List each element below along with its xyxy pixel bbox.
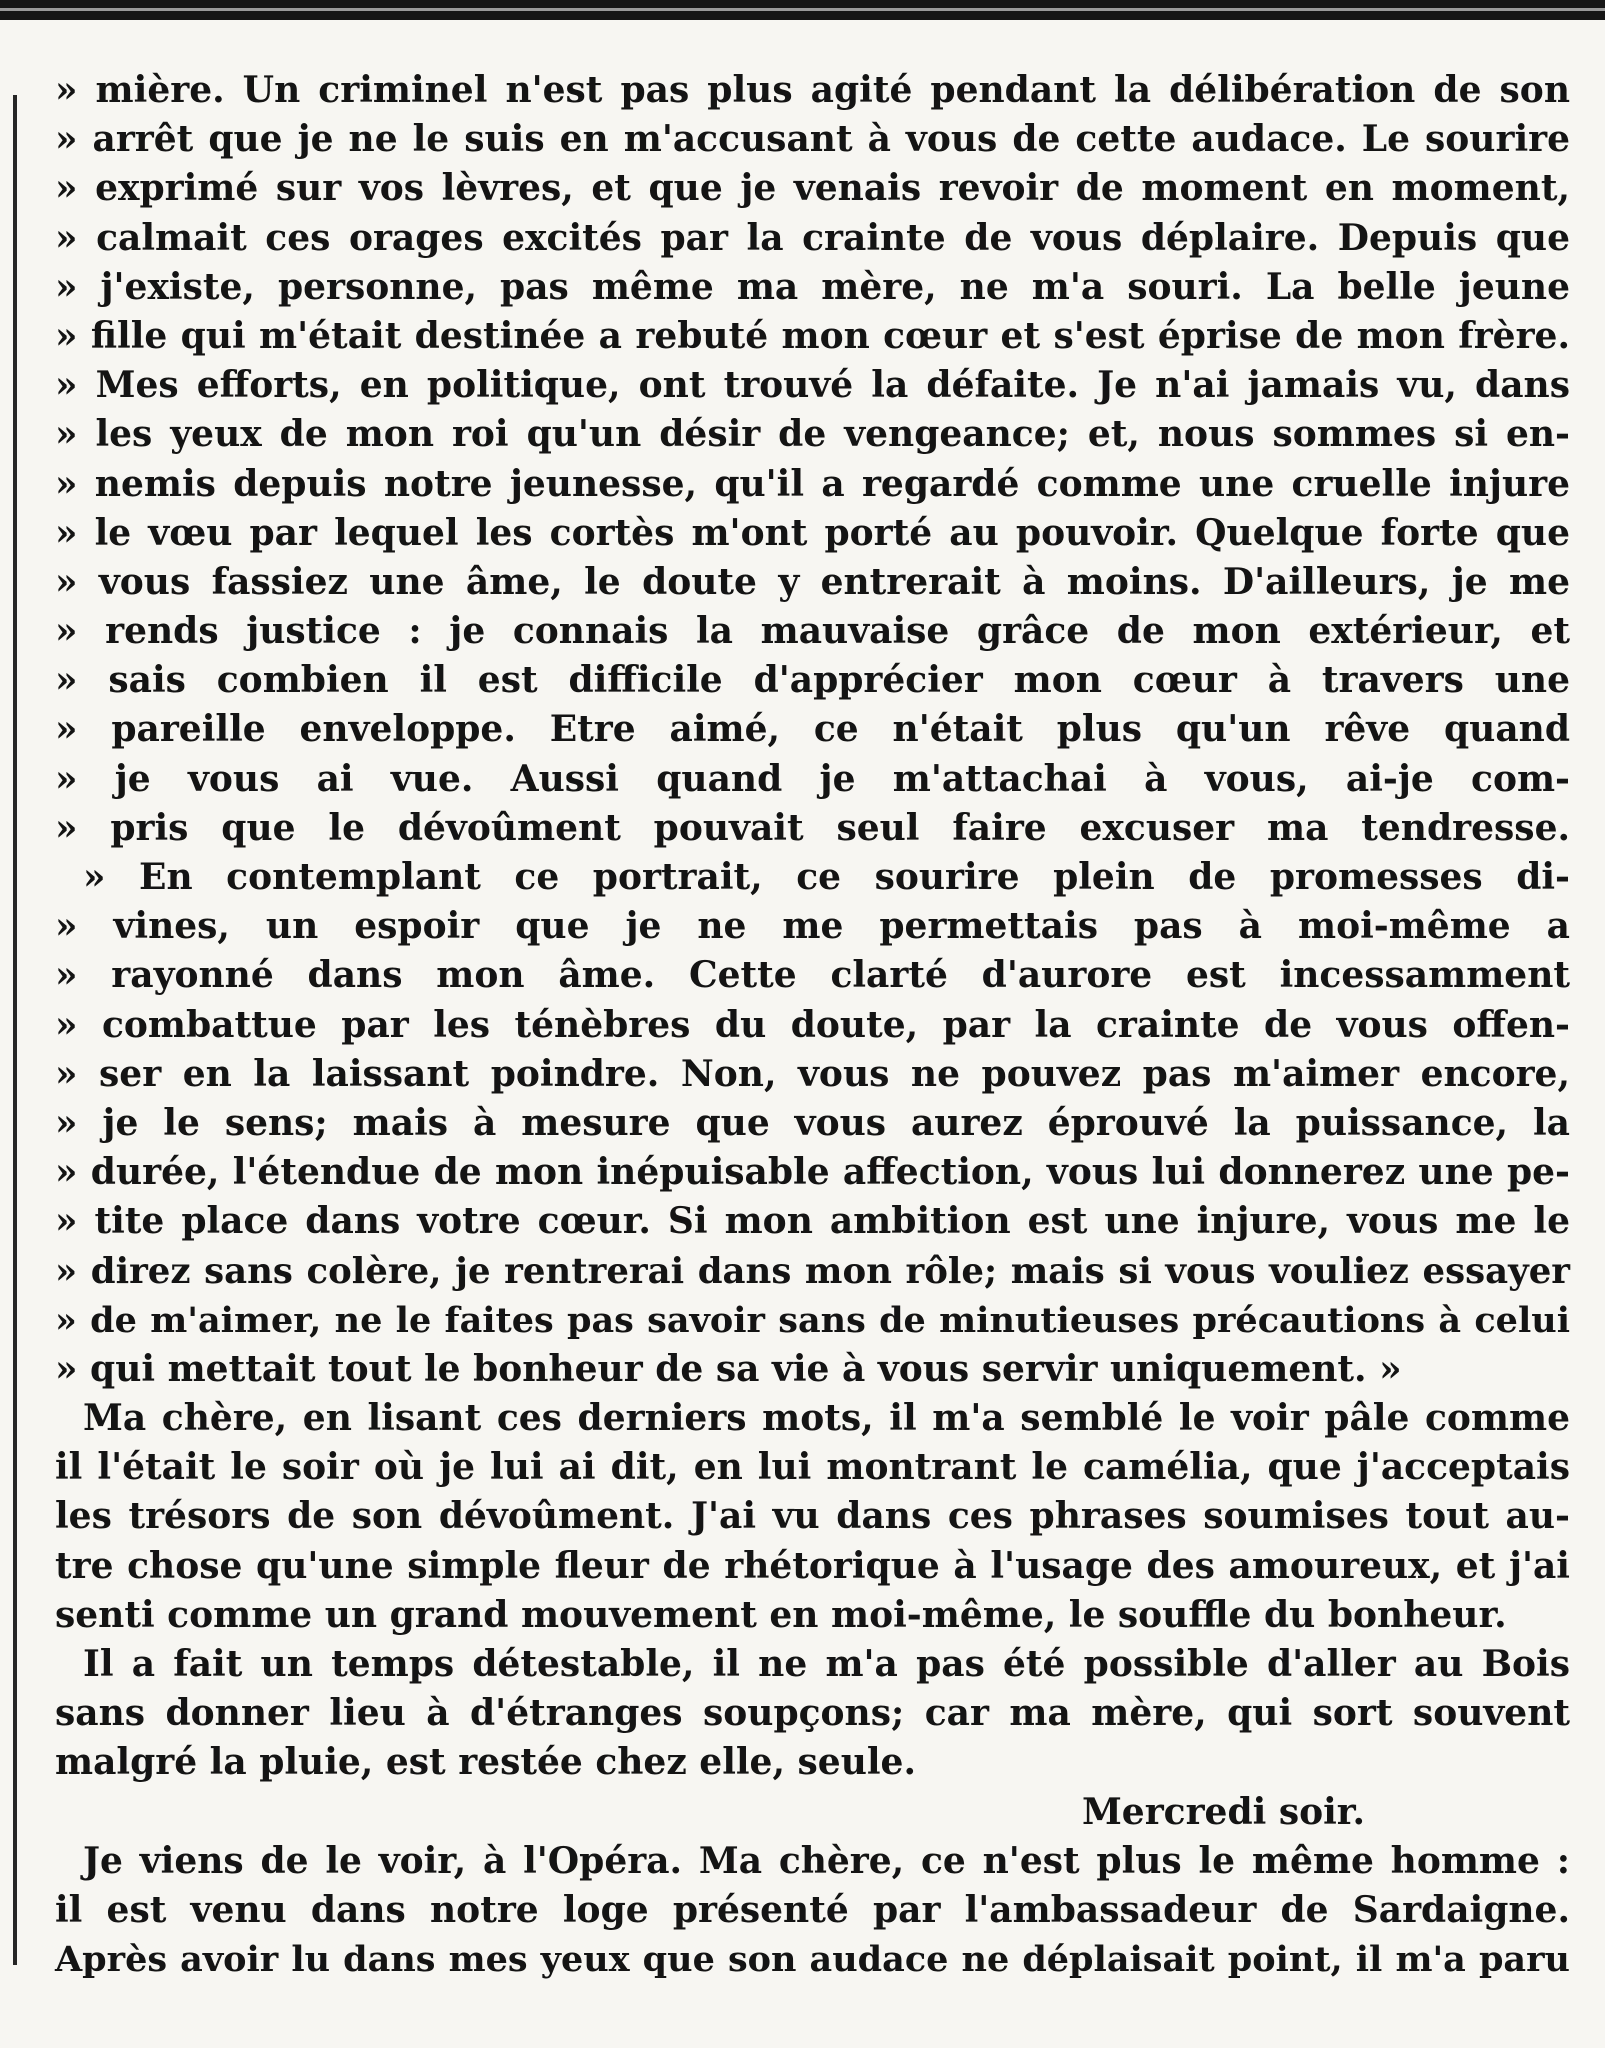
text-line: » calmait ces orages excités par la crainte de vous déplaire. Depuis que [55,216,1570,259]
text-line: » pris que le dévoûment pouvait seul faire excuser ma tendresse. [55,806,1570,849]
text-line: » nemis depuis notre jeunesse, qu'il a regardé comme une cruelle injure [55,462,1570,505]
text-line: les trésors de son dévoûment. J'ai vu dans ces phrases soumises tout au- [55,1495,1570,1538]
article-text [55,66,1570,1984]
text-line: » direz sans colère, je rentrerai dans mon rôle; mais si vous vouliez essayer [55,1250,1570,1292]
text-line: » mière. Un criminel n'est pas plus agité pendant la délibération de son [55,69,1570,111]
text-line: Ma chère, en lisant ces derniers mots, il m'a semblé le voir pâle comme [83,1397,1570,1440]
text-line: tre chose qu'une simple fleur de rhétorique à l'usage des amoureux, et j'ai [55,1544,1570,1587]
top-rule-highlight [0,8,1605,11]
text-line: il l'était le soir où je lui ai dit, en lui montrant le camélia, que j'acceptais [55,1446,1570,1489]
text-line: » Mes efforts, en politique, ont trouvé la défaite. Je n'ai jamais vu, dans [55,364,1570,407]
text-line: » je le sens; mais à mesure que vous aurez éprouvé la puissance, la [55,1101,1570,1144]
text-line: » En contemplant ce portrait, ce sourire plein de promesses di- [83,856,1570,898]
text-line: » durée, l'étendue de mon inépuisable affection, vous lui donnerez une pe- [55,1151,1570,1194]
text-line: » pareille enveloppe. Etre aimé, ce n'était plus qu'un rêve quand [55,708,1570,751]
column-rule [13,95,17,1965]
text-line: » sais combien il est difficile d'apprécier mon cœur à travers une [55,659,1570,702]
text-line: » de m'aimer, ne le faites pas savoir sans de minutieuses précautions à celui [55,1299,1570,1341]
text-line: » le vœu par lequel les cortès m'ont porté au pouvoir. Quelque forte que [55,511,1570,554]
text-line: » rayonné dans mon âme. Cette clarté d'aurore est incessamment [55,954,1570,997]
text-line: malgré la pluie, est restée chez elle, seule. [55,1741,916,1784]
signoff-date: Mercredi soir. [1081,1790,1365,1833]
text-line: senti comme un grand mouvement en moi-même, le souffle du bonheur. [55,1593,1507,1636]
text-line: » ser en la laissant poindre. Non, vous ne pouvez pas m'aimer encore, [55,1052,1570,1095]
text-line: » qui mettait tout le bonheur de sa vie à vous servir uniquement. » [55,1347,1402,1390]
text-line: » arrêt que je ne le suis en m'accusant à vous de cette audace. Le sourire [55,118,1570,161]
text-line: Je viens de le voir, à l'Opéra. Ma chère, ce n'est plus le même homme : [83,1839,1570,1882]
text-line: » combattue par les ténèbres du doute, par la crainte de vous offen- [55,1003,1570,1046]
text-line: » les yeux de mon roi qu'un désir de vengeance; et, nous sommes si en- [55,413,1570,456]
text-line: Il a fait un temps détestable, il ne m'a pas été possible d'aller au Bois [83,1643,1570,1685]
text-line: » fille qui m'était destinée a rebuté mon cœur et s'est éprise de mon frère. [55,314,1570,357]
text-line: » je vous ai vue. Aussi quand je m'attachai à vous, ai-je com- [55,757,1570,800]
text-line: » vous fassiez une âme, le doute y entrerait à moins. D'ailleurs, je me [55,560,1570,603]
text-line: il est venu dans notre loge présenté par l'ambassadeur de Sardaigne. [55,1888,1570,1931]
text-line: » exprimé sur vos lèvres, et que je venais revoir de moment en moment, [55,167,1570,210]
text-line: » vines, un espoir que je ne me permettais pas à moi-même a [55,905,1570,948]
text-line: » rends justice : je connais la mauvaise grâce de mon extérieur, et [55,610,1570,653]
text-line: » tite place dans votre cœur. Si mon ambition est une injure, vous me le [55,1200,1570,1243]
text-line: sans donner lieu à d'étranges soupçons; car ma mère, qui sort souvent [55,1692,1570,1735]
text-line: Après avoir lu dans mes yeux que son audace ne déplaisait point, il m'a paru [55,1939,1570,1981]
text-line: » j'existe, personne, pas même ma mère, ne m'a souri. La belle jeune [55,265,1570,308]
